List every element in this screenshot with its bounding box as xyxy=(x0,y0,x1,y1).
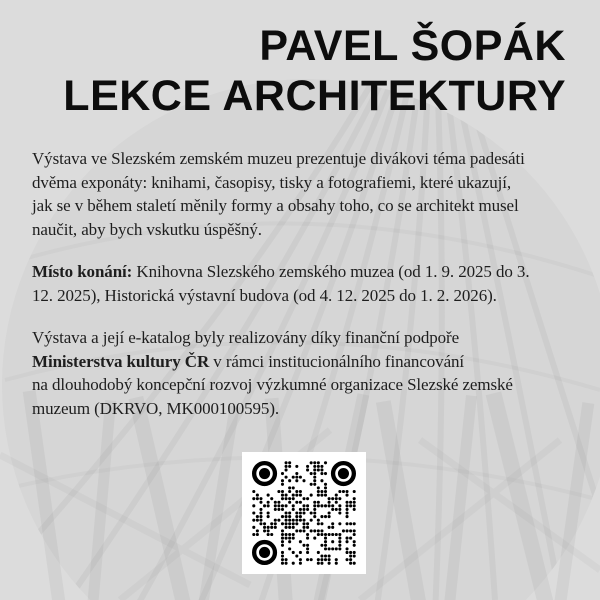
funding-line-rest: v rámci institucionálního financování xyxy=(209,351,465,371)
paragraph-funding xyxy=(32,326,574,420)
intro-line: jak se v během staletí měnily formy a obsahy toho, co se architekt musel xyxy=(32,196,519,215)
intro-line: Výstava ve Slezském zemském muzeu prezentuje divákovi téma padesáti xyxy=(32,149,525,168)
poster-body xyxy=(32,147,574,439)
venue-label: Místo konání: xyxy=(32,262,133,281)
paragraph-venue xyxy=(32,260,574,307)
poster-header xyxy=(0,21,566,122)
funding-line: Výstava a její e-katalog byly realizovány díky finanční podpoře xyxy=(32,328,460,347)
funding-line: na dlouhodobý koncepční rozvoj výzkumné organizace Slezské zemské xyxy=(32,375,513,394)
venue-line: 12. 2025), Historická výstavní budova (od 4. 12. 2025 do 1. 2. 2026). xyxy=(32,285,497,305)
intro-line: dvěma exponáty: knihami, časopisy, tisky a fotografiemi, které ukazují, xyxy=(32,172,511,192)
author-name: PAVEL ŠOPÁK xyxy=(259,22,566,70)
ministry-name: Ministerstva kultury ČR xyxy=(32,351,210,371)
funding-line xyxy=(32,350,574,374)
venue-line xyxy=(32,260,574,284)
qr-code xyxy=(242,452,366,574)
intro-line: naučit, aby bych vskutku úspěšný. xyxy=(32,219,262,239)
venue-line-rest: Knihovna Slezského zemského muzea (od 1. 9. 2025 do 3. xyxy=(132,262,530,281)
funding-line: muzeum (DKRVO, MK000100595). xyxy=(32,398,280,418)
paragraph-intro xyxy=(32,147,574,241)
qr-code-icon xyxy=(251,461,357,565)
exhibition-title: LEKCE ARCHITEKTURY xyxy=(63,72,566,120)
